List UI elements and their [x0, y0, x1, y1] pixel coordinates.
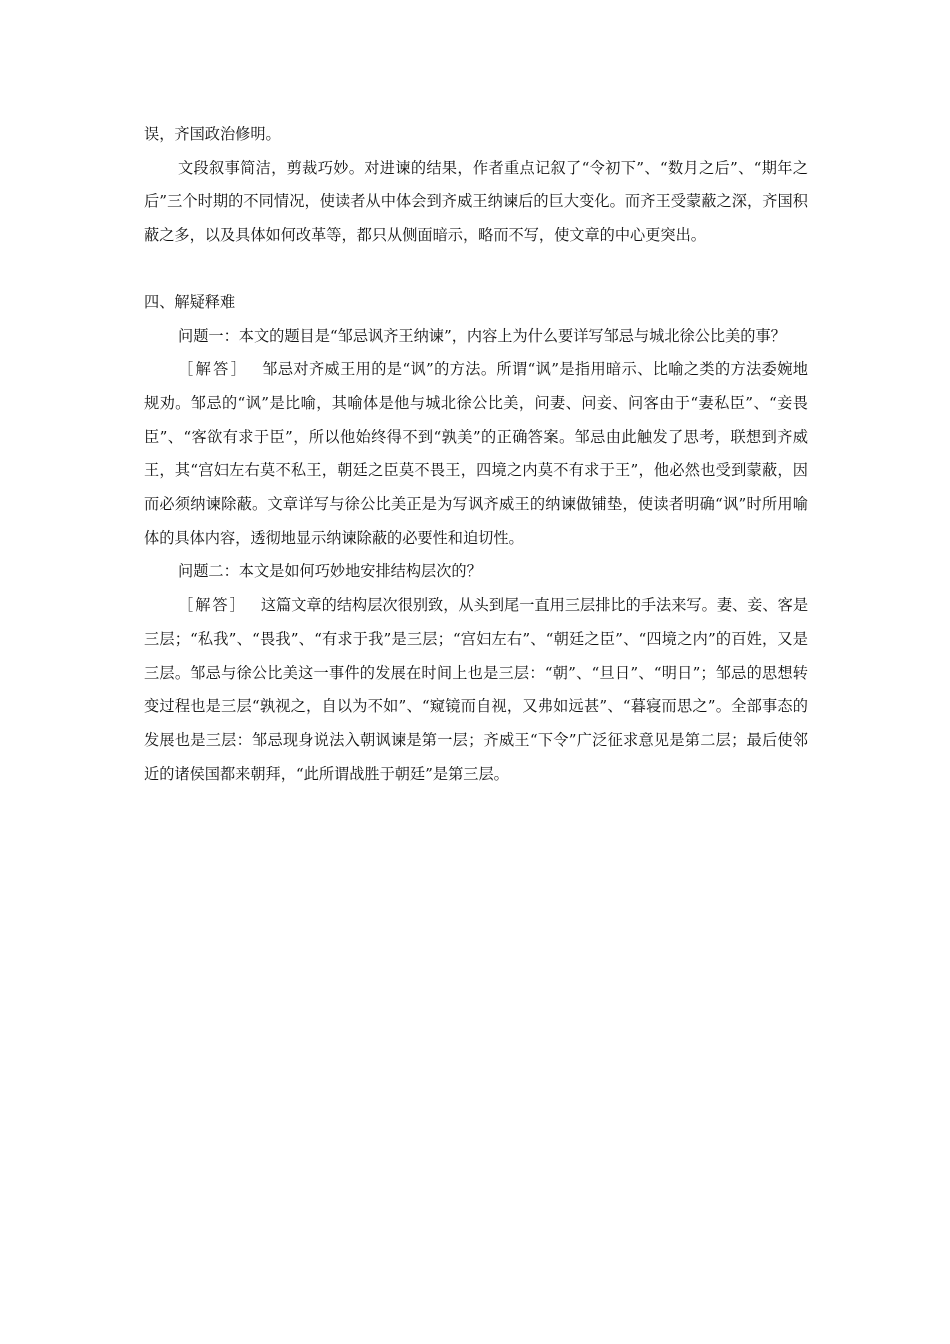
answer-two: [144, 589, 808, 791]
question-one: 问题一：本文的题目是“邹忌讽齐王纳谏”，内容上为什么要详写邹忌与城北徐公比美的事？: [178, 326, 786, 345]
answer-two-text: 这篇文章的结构层次很别致，从头到尾一直用三层排比的手法来写。妻、妾、客是三层；“私我”、“畏我”、“有求于我”是三层；“宫妇左右”、“朝廷之臣”、“四境之内”的百姓，又是三层。邹忌与徐公比美这一事件的发展在时间上也是三层：“朝”、“旦日”、“明日”；邹忌的思想转变过程也是三层“孰视之，自以为不如”、“窥镜而自视，又弗如远甚”、“暮寝而思之”。全部事态的发展也是三层：邹忌现身说法入朝讽谏是第一层；齐威王“下令”广泛征求意见是第二层；最后使邻近的诸侯国都来朝拜，“此所谓战胜于朝廷”是第三层。: [144, 596, 809, 783]
document-page: [144, 118, 808, 791]
paragraph-commentary: 文段叙事简洁，剪裁巧妙。对进谏的结果，作者重点记叙了“令初下”、“数月之后”、“期年之后”三个时期的不同情况，使读者从中体会到齐威王纳谏后的巨大变化。而齐王受蒙蔽之深，齐国积蔽之多，以及具体如何改革等，都只从侧面暗示，略而不写，使文章的中心更突出。: [144, 158, 808, 245]
answer-one: [144, 353, 808, 555]
paragraph-continuation: 误，齐国政治修明。: [144, 125, 281, 143]
answer-tag: ［解答］: [178, 360, 249, 379]
section-heading: 四、解疑释难: [144, 292, 236, 311]
answer-tag: ［解答］: [178, 596, 247, 615]
answer-one-text: 邹忌对齐威王用的是“讽”的方法。所谓“讽”是指用暗示、比喻之类的方法委婉地规劝。邹忌的“讽”是比喻，其喻体是他与城北徐公比美，问妻、问妾、问客由于“妻私臣”、“妾畏臣”、“客欲有求于臣”，所以他始终得不到“孰美”的正确答案。邹忌由此触发了思考，联想到齐威王，其“宫妇左右莫不私王，朝廷之臣莫不畏王，四境之内莫不有求于王”，他必然也受到蒙蔽，因而必须纳谏除蔽。文章详写与徐公比美正是为写讽齐威王的纳谏做铺垫，使读者明确“讽”时所用喻体的具体内容，透彻地显示纳谏除蔽的必要性和迫切性。: [144, 360, 808, 547]
question-two: 问题二：本文是如何巧妙地安排结构层次的？: [178, 562, 482, 581]
